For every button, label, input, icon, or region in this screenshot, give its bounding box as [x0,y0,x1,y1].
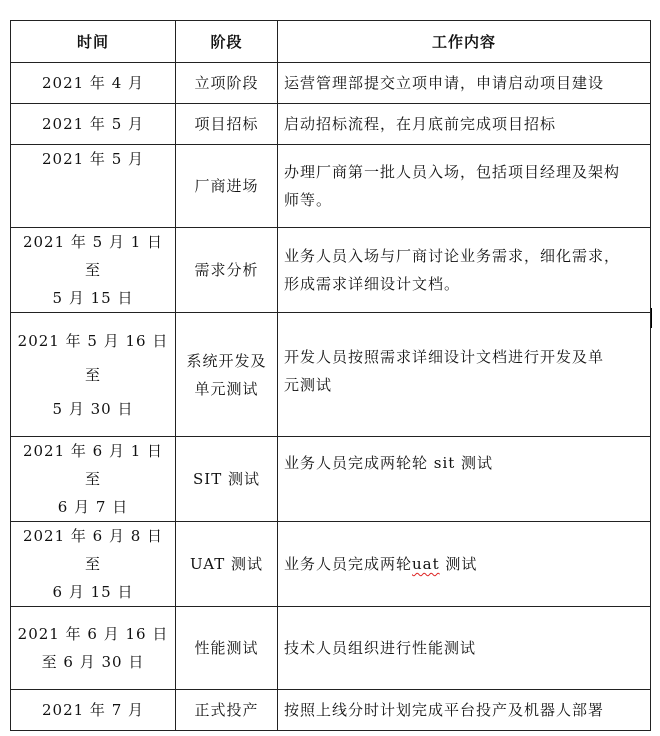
time-line: 2021 年 5 月 [41,150,145,168]
stage-line: UAT 测试 [190,555,263,573]
content-cell [278,63,651,104]
time-line: 2021 年 7 月 [41,701,145,719]
stage-cell [176,145,278,228]
spellcheck-flagged-word: uat [412,555,440,573]
stage-line: 厂商进场 [194,177,259,195]
stage-line: 立项阶段 [194,74,259,92]
table-row [11,690,651,731]
table-row [11,522,651,607]
content-cell [278,522,651,607]
stage-line: 单元测试 [194,379,259,398]
stage-cell [176,607,278,690]
time-line: 至 [84,365,101,384]
content-line: 运营管理部提交立项申请，申请启动项目建设 [284,74,605,92]
content-cell [278,690,651,731]
time-line: 2021 年 4 月 [41,74,145,92]
time-line: 2021 年 5 月 16 日 [17,331,169,350]
time-line: 2021 年 5 月 [41,115,145,133]
stage-line: 项目招标 [194,115,259,133]
content-line: 开发人员按照需求详细设计文档进行开发及单 [284,348,605,366]
content-line: 业务人员入场与厂商讨论业务需求，细化需求， [284,247,621,265]
time-line: 2021 年 6 月 1 日至 [22,442,164,488]
time-line: 2021 年 6 月 8 日至 [22,527,164,573]
stage-line: 性能测试 [194,639,259,657]
content-line: 形成需求详细设计文档。 [284,275,461,293]
time-cell [11,437,176,522]
content-pre: 业务人员完成两轮 [284,555,413,573]
time-line: 5 月 15 日 [52,289,134,307]
content-cell [278,313,651,437]
content-line: 元测试 [284,376,333,394]
time-cell [11,313,176,437]
stage-line: 需求分析 [194,261,259,279]
header-stage: 阶段 [176,21,278,63]
content-line: 业务人员完成两轮轮 sit 测试 [284,454,494,472]
time-cell [11,607,176,690]
stage-line: 系统开发及 [186,351,267,370]
header-row [11,21,651,63]
table-row [11,313,651,437]
content-cell [278,607,651,690]
stage-cell [176,313,278,437]
content-line: 按照上线分时计划完成平台投产及机器人部署 [284,701,605,719]
time-cell [11,228,176,313]
stage-cell [176,63,278,104]
content-post: 测试 [439,555,478,573]
time-line: 至 6 月 30 日 [41,653,145,671]
table-row [11,228,651,313]
time-line: 6 月 7 日 [57,498,129,516]
time-cell [11,104,176,145]
table-body [11,63,651,731]
stage-cell [176,522,278,607]
header-content: 工作内容 [278,21,651,63]
content-cell [278,437,651,522]
content-cell [278,145,651,228]
stage-cell [176,228,278,313]
content-cell [278,228,651,313]
table-row [11,63,651,104]
content-line: 师等。 [284,191,333,209]
text-cursor [651,308,652,328]
time-cell [11,522,176,607]
time-line: 5 月 30 日 [52,399,134,418]
stage-line: 正式投产 [194,701,259,719]
stage-cell [176,437,278,522]
time-line: 6 月 15 日 [52,583,134,601]
time-cell [11,690,176,731]
stage-cell [176,690,278,731]
table-header [11,21,651,63]
content-cell [278,104,651,145]
time-cell [11,63,176,104]
table-row [11,104,651,145]
table-row [11,437,651,522]
stage-cell [176,104,278,145]
stage-line: SIT 测试 [193,470,260,488]
content-line: 启动招标流程，在月底前完成项目招标 [284,115,557,133]
content-line: 技术人员组织进行性能测试 [284,639,477,657]
time-line: 2021 年 6 月 16 日 [17,625,169,643]
content-line: 办理厂商第一批人员入场，包括项目经理及架构 [284,163,621,181]
header-time: 时间 [11,21,176,63]
table-row [11,145,651,228]
project-schedule-table [10,20,651,731]
table-row [11,607,651,690]
time-cell [11,145,176,228]
time-line: 2021 年 5 月 1 日至 [22,233,164,279]
